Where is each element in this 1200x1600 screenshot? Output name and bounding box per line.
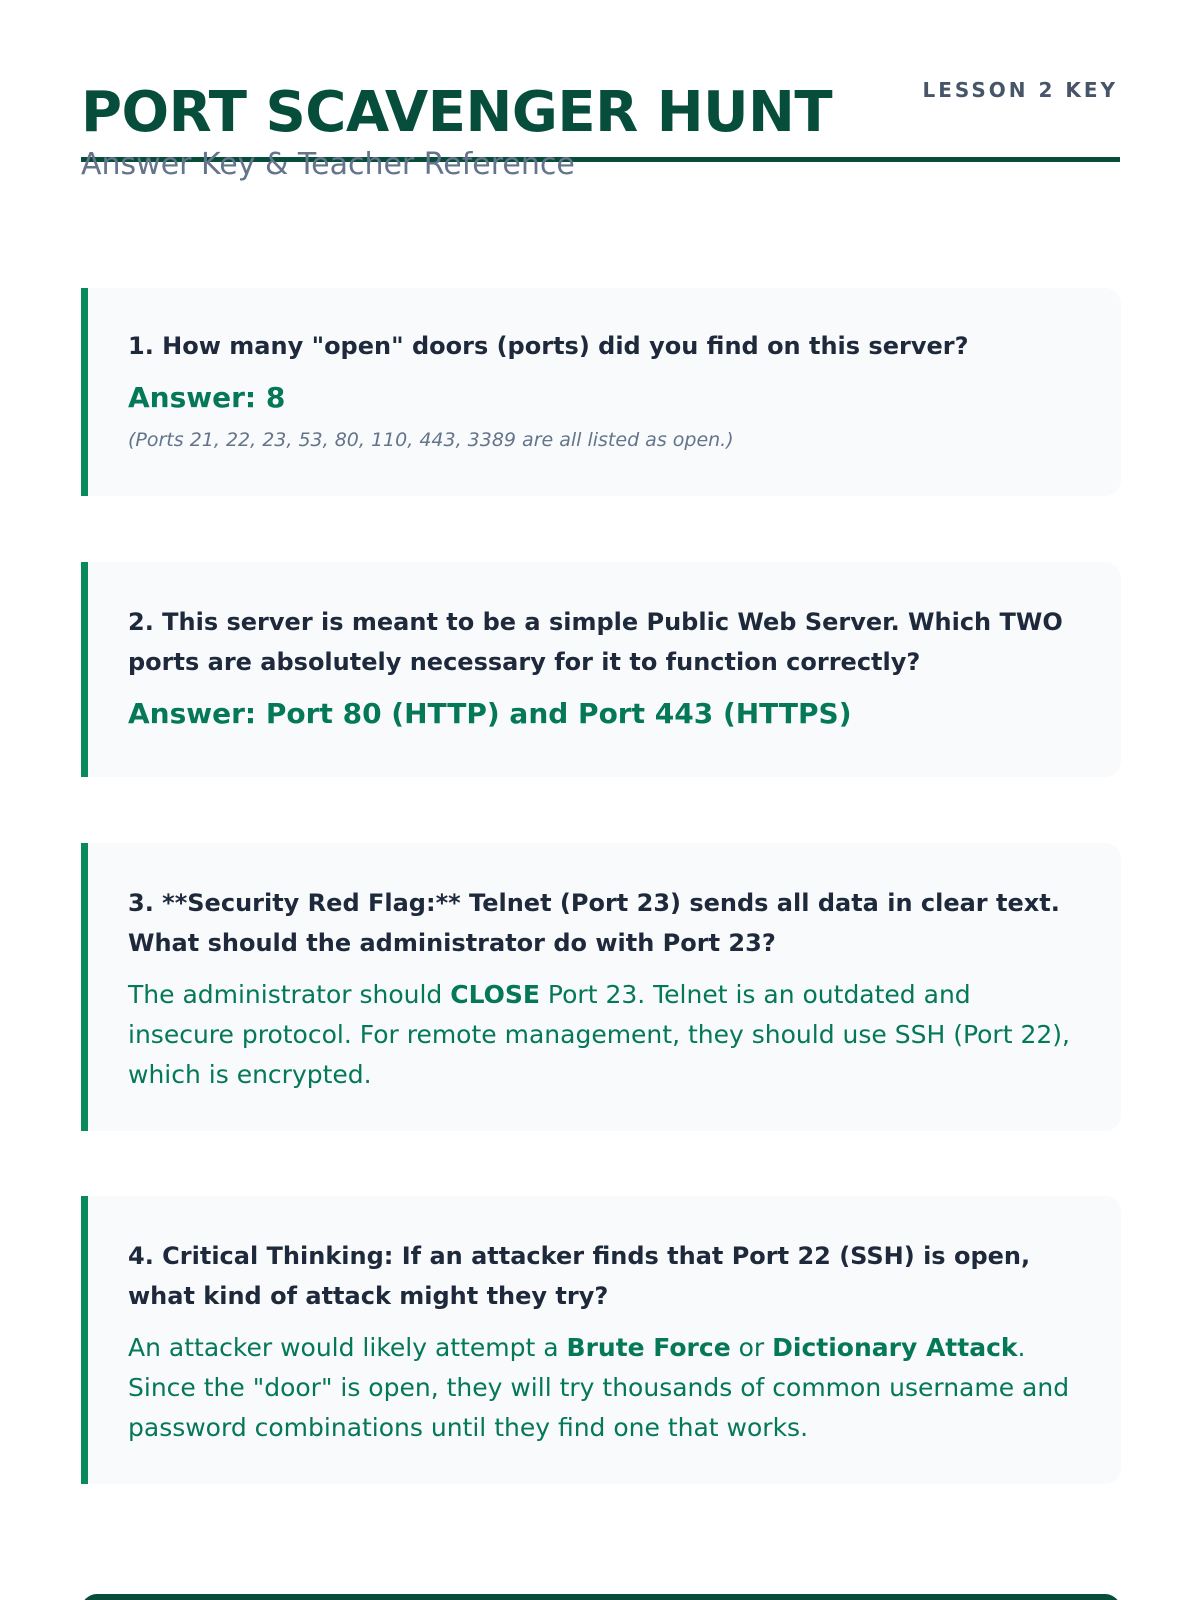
answer-text-part: The administrator should xyxy=(128,980,451,1009)
answer-note: (Ports 21, 22, 23, 53, 80, 110, 443, 3389 are all listed as open.) xyxy=(128,429,734,451)
question-text: 4. Critical Thinking: If an attacker finds that Port 22 (SSH) is open, what kind of attack might they try? xyxy=(128,1242,1031,1310)
answer-text-part: or xyxy=(730,1333,773,1362)
lesson-tag: LESSON 2 KEY xyxy=(922,78,1118,102)
footer-bar xyxy=(81,1594,1121,1600)
answer-emphasis: CLOSE xyxy=(450,980,540,1009)
page-subtitle: Answer Key & Teacher Reference xyxy=(81,147,575,182)
question-text: 3. **Security Red Flag:** Telnet (Port 23) sends all data in clear text. What should the administrator do with Port 23? xyxy=(128,889,1060,957)
question-text: 2. This server is meant to be a simple Public Web Server. Which TWO ports are absolutely necessary for it to function correctly? xyxy=(128,608,1063,676)
question-card-4 xyxy=(81,1196,1121,1484)
page-header xyxy=(81,0,1120,182)
question-card-1 xyxy=(81,288,1121,496)
answer-emphasis: Dictionary Attack xyxy=(772,1333,1018,1362)
question-card-2 xyxy=(81,562,1121,777)
answer-text xyxy=(128,975,1075,1095)
page-title: PORT SCAVENGER HUNT xyxy=(81,80,833,145)
answer-text: Answer: Port 80 (HTTP) and Port 443 (HTTPS) xyxy=(128,697,852,730)
answer-text-part: Port 23. Telnet is an outdated and insecure protocol. For remote management, they should use SSH (Port 22), which is encrypted. xyxy=(128,980,1070,1089)
question-text: 1. How many "open" doors (ports) did you find on this server? xyxy=(128,332,969,360)
answer-text: Answer: 8 xyxy=(128,381,286,414)
answer-text-part: . Since the "door" is open, they will try thousands of common username and password combinations until they find one that works. xyxy=(128,1333,1070,1442)
answer-text xyxy=(128,1328,1075,1448)
question-card-3 xyxy=(81,843,1121,1131)
answer-text-part: An attacker would likely attempt a xyxy=(128,1333,567,1362)
answer-emphasis: Brute Force xyxy=(566,1333,731,1362)
